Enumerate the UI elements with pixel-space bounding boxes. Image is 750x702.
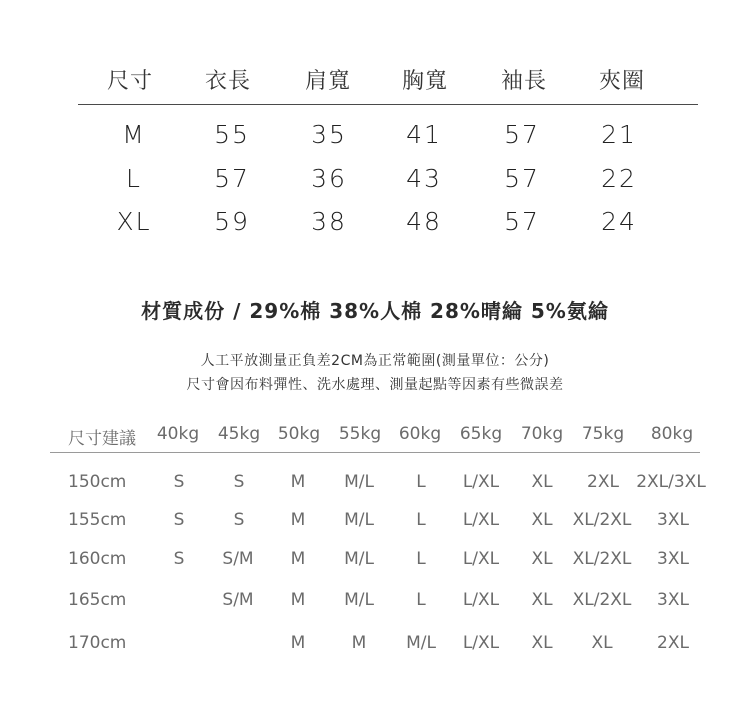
suggestion-header-weight: 75kg <box>581 424 625 444</box>
size-suggestion: M/L <box>344 590 374 610</box>
size-suggestion: L/XL <box>462 510 500 530</box>
size-suggestion: S <box>173 549 185 569</box>
suggestion-header-weight: 60kg <box>398 424 442 444</box>
size-suggestion: 2XL <box>657 633 689 653</box>
size-header-armhole: 夾圈 <box>598 69 646 94</box>
material-composition: 材質成份 / 29%棉 38%人棉 28%晴綸 5%氨綸 <box>141 299 609 323</box>
size-suggestion: XL <box>531 633 553 653</box>
size-cell: 55 <box>214 120 250 149</box>
size-suggestion: M/L <box>406 633 436 653</box>
size-suggestion: 2XL/3XL <box>636 472 706 492</box>
size-suggestion: M <box>290 633 306 653</box>
size-suggestion: S <box>233 472 245 492</box>
size-cell: 57 <box>504 207 540 236</box>
suggestion-header-weight: 45kg <box>217 424 261 444</box>
size-cell: 48 <box>406 207 442 236</box>
size-suggestion: 3XL <box>657 590 689 610</box>
size-suggestion: L <box>416 472 426 492</box>
size-suggestion: L/XL <box>462 633 500 653</box>
size-cell: 35 <box>311 120 347 149</box>
size-cell: 24 <box>601 207 637 236</box>
size-cell: 57 <box>504 120 540 149</box>
height-label: 155cm <box>68 510 127 530</box>
size-cell: 38 <box>311 207 347 236</box>
size-header-length: 衣長 <box>204 69 252 94</box>
size-cell: 22 <box>601 164 637 193</box>
size-suggestion: M/L <box>344 510 374 530</box>
size-suggestion: 2XL <box>587 472 619 492</box>
size-suggestion: M <box>351 633 367 653</box>
size-cell: 21 <box>601 120 637 149</box>
size-suggestion: XL <box>591 633 613 653</box>
size-header-sleeve: 袖長 <box>500 69 548 94</box>
size-suggestion: XL <box>531 510 553 530</box>
size-suggestion: S/M <box>222 549 254 569</box>
size-suggestion: M <box>290 590 306 610</box>
height-label: 150cm <box>68 472 127 492</box>
size-suggestion: 3XL <box>657 510 689 530</box>
size-suggestion: L/XL <box>462 549 500 569</box>
size-suggestion: L/XL <box>462 590 500 610</box>
suggestion-header-weight: 55kg <box>338 424 382 444</box>
suggestion-header-weight: 40kg <box>156 424 200 444</box>
size-suggestion: L/XL <box>462 472 500 492</box>
size-suggestion: S <box>173 472 185 492</box>
size-cell: 59 <box>214 207 250 236</box>
size-suggestion: M/L <box>344 549 374 569</box>
suggestion-header-weight: 65kg <box>459 424 503 444</box>
size-header-shoulder: 肩寬 <box>304 69 352 94</box>
size-header-chest: 胸寬 <box>401 69 449 94</box>
size-cell: 57 <box>504 164 540 193</box>
size-suggestion: M <box>290 549 306 569</box>
height-label: 170cm <box>68 633 127 653</box>
tolerance-note: 尺寸會因布料彈性、洗水處理、測量起點等因素有些微誤差 <box>186 377 564 393</box>
size-suggestion: XL/2XL <box>572 549 632 569</box>
suggestion-header-weight: 80kg <box>650 424 694 444</box>
suggestion-header-weight: 70kg <box>520 424 564 444</box>
size-suggestion: M/L <box>344 472 374 492</box>
size-cell: 36 <box>311 164 347 193</box>
size-suggestion: S <box>173 510 185 530</box>
size-suggestion: L <box>416 549 426 569</box>
size-table-divider <box>78 104 698 105</box>
size-header-size: 尺寸 <box>106 69 154 94</box>
size-cell: L <box>126 164 142 193</box>
size-suggestion: S/M <box>222 590 254 610</box>
size-cell: M <box>122 120 146 149</box>
size-suggestion: 3XL <box>657 549 689 569</box>
size-suggestion: XL <box>531 549 553 569</box>
size-cell: XL <box>116 207 152 236</box>
suggestion-header-weight: 50kg <box>277 424 321 444</box>
suggestion-table-divider <box>50 452 700 453</box>
size-suggestion: XL/2XL <box>572 590 632 610</box>
size-suggestion: XL <box>531 472 553 492</box>
measurement-note: 人工平放測量正負差2CM為正常範圍(測量單位：公分) <box>200 353 550 369</box>
size-cell: 43 <box>406 164 442 193</box>
size-cell: 57 <box>214 164 250 193</box>
size-suggestion: M <box>290 510 306 530</box>
size-suggestion: S <box>233 510 245 530</box>
size-suggestion: XL/2XL <box>572 510 632 530</box>
size-suggestion: XL <box>531 590 553 610</box>
size-suggestion: L <box>416 590 426 610</box>
height-label: 160cm <box>68 549 127 569</box>
height-label: 165cm <box>68 590 127 610</box>
size-cell: 41 <box>406 120 442 149</box>
size-suggestion: L <box>416 510 426 530</box>
size-suggestion: M <box>290 472 306 492</box>
suggestion-header-label: 尺寸建議 <box>68 429 136 449</box>
